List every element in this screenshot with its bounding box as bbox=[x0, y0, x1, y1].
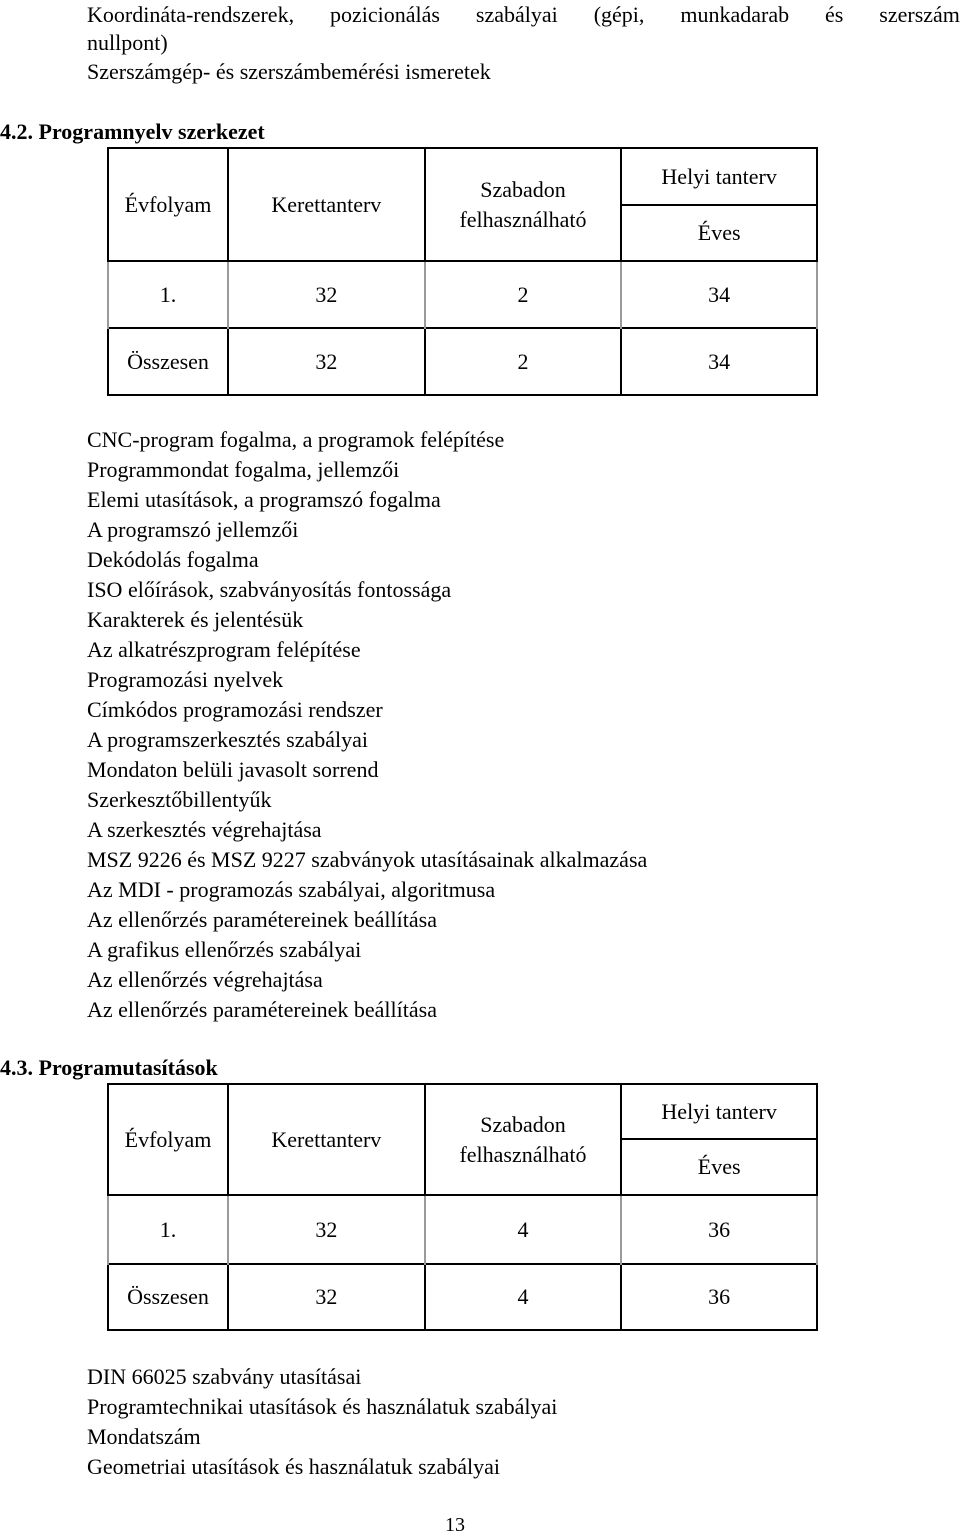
list-item: A grafikus ellenőrzés szabályai bbox=[87, 937, 362, 962]
intro-word: Koordináta-rendszerek, bbox=[87, 2, 295, 27]
section-heading: 4.2. Programnyelv szerkezet bbox=[0, 119, 265, 144]
intro-word: (gépi, bbox=[593, 2, 645, 27]
list-item: Mondatszám bbox=[87, 1424, 201, 1449]
list-item: MSZ 9226 és MSZ 9227 szabványok utasításainak alkalmazása bbox=[87, 847, 648, 872]
header-eves: Éves bbox=[621, 1139, 817, 1195]
table-cell: 34 bbox=[621, 328, 817, 395]
table-cell: 1. bbox=[108, 1195, 228, 1264]
list-item: Programmondat fogalma, jellemzői bbox=[87, 457, 400, 482]
list-item: CNC-program fogalma, a programok felépítése bbox=[87, 427, 505, 452]
list-item: Szerkesztőbillentyűk bbox=[87, 787, 272, 812]
header-szabadon bbox=[425, 1084, 622, 1195]
topic-list bbox=[87, 1362, 557, 1482]
table-cell: Összesen bbox=[108, 1264, 228, 1330]
hours-table bbox=[107, 147, 818, 396]
list-item: A programszerkesztés szabályai bbox=[87, 727, 368, 752]
header-szabadon-text: Szabadon felhasználható bbox=[459, 176, 587, 232]
intro-word: pozicionálás bbox=[330, 2, 440, 27]
table-cell: 34 bbox=[621, 261, 817, 328]
list-item: ISO előírások, szabványosítás fontossága bbox=[87, 577, 452, 602]
table-cell: 4 bbox=[425, 1264, 622, 1330]
table-cell: 2 bbox=[425, 261, 622, 328]
section-heading: 4.3. Programutasítások bbox=[0, 1055, 218, 1080]
list-item: Dekódolás fogalma bbox=[87, 547, 259, 572]
header-eves: Éves bbox=[621, 205, 817, 261]
table-cell: 32 bbox=[228, 1264, 425, 1330]
table-cell: 1. bbox=[108, 261, 228, 328]
header-szabadon-text: Szabadon felhasználható bbox=[459, 1111, 587, 1167]
list-item: Programozási nyelvek bbox=[87, 667, 284, 692]
header-helyi: Helyi tanterv bbox=[621, 148, 817, 205]
list-item: Mondaton belüli javasolt sorrend bbox=[87, 757, 379, 782]
list-item: Geometriai utasítások és használatuk szabályai bbox=[87, 1454, 500, 1479]
list-item: Az ellenőrzés paramétereinek beállítása bbox=[87, 907, 437, 932]
table-cell: 32 bbox=[228, 1195, 425, 1264]
topic-list bbox=[87, 425, 647, 1025]
intro-line-1 bbox=[87, 0, 960, 30]
header-helyi: Helyi tanterv bbox=[621, 1084, 817, 1139]
intro-word: szabályai bbox=[475, 2, 558, 27]
table-cell: 36 bbox=[621, 1264, 817, 1330]
list-item: Címkódos programozási rendszer bbox=[87, 697, 383, 722]
table-cell: Összesen bbox=[108, 328, 228, 395]
list-item: Az alkatrészprogram felépítése bbox=[87, 637, 361, 662]
page-number: 13 bbox=[445, 1514, 465, 1536]
list-item: Elemi utasítások, a programszó fogalma bbox=[87, 487, 441, 512]
intro-word: szerszám bbox=[879, 2, 960, 27]
list-item: Az ellenőrzés végrehajtása bbox=[87, 967, 323, 992]
table-cell: 36 bbox=[621, 1195, 817, 1264]
intro-line-2: nullpont) bbox=[87, 30, 168, 55]
header-kerettanterv: Kerettanterv bbox=[228, 148, 425, 261]
list-item: A szerkesztés végrehajtása bbox=[87, 817, 322, 842]
table-cell: 4 bbox=[425, 1195, 622, 1264]
list-item: DIN 66025 szabvány utasításai bbox=[87, 1364, 362, 1389]
table-cell: 32 bbox=[228, 261, 425, 328]
table-cell: 32 bbox=[228, 328, 425, 395]
intro-word: munkadarab bbox=[680, 2, 790, 27]
list-item: A programszó jellemzői bbox=[87, 517, 299, 542]
intro-line-3: Szerszámgép- és szerszámbemérési ismeretek bbox=[87, 59, 491, 84]
list-item: Programtechnikai utasítások és használatuk szabályai bbox=[87, 1394, 558, 1419]
hours-table bbox=[107, 1083, 818, 1331]
list-item: Az MDI - programozás szabályai, algoritmusa bbox=[87, 877, 496, 902]
header-evfolyam: Évfolyam bbox=[108, 148, 228, 261]
header-evfolyam: Évfolyam bbox=[108, 1084, 228, 1195]
intro-word: és bbox=[825, 2, 844, 27]
header-kerettanterv: Kerettanterv bbox=[228, 1084, 425, 1195]
table-cell: 2 bbox=[425, 328, 622, 395]
header-szabadon bbox=[425, 148, 622, 261]
list-item: Karakterek és jelentésük bbox=[87, 607, 304, 632]
list-item: Az ellenőrzés paramétereinek beállítása bbox=[87, 997, 437, 1022]
